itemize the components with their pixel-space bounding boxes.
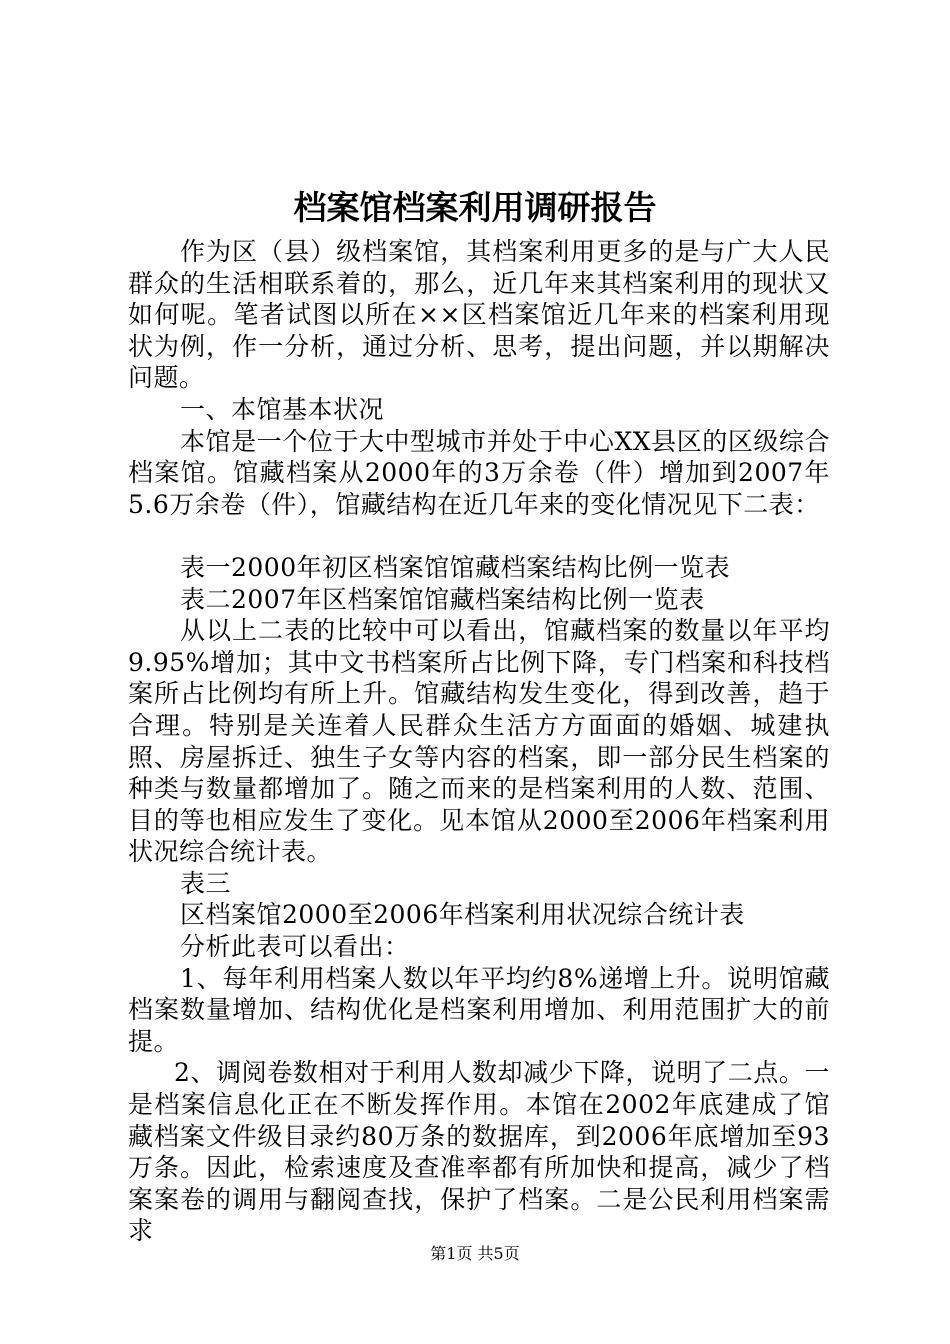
table-caption-3: 区档案馆2000至2006年档案利用状况综合统计表 — [180, 900, 745, 930]
table-label-3: 表三 — [180, 868, 232, 898]
table-caption-2: 表二2007年区档案馆馆藏档案结构比例一览表 — [180, 584, 705, 614]
paragraph-intro: 作为区（县）级档案馆，其档案利用更多的是与广大人民群众的生活相联系着的，那么，近几年来其档案利用的现状又如何呢。笔者试图以所在××区档案馆近几年来的档案利用现状为例，作一分析，通过分析、思考，提出问题，并以期解决问题。 — [128, 237, 830, 393]
section-heading-basic-status: 一、本馆基本状况 — [180, 394, 385, 424]
document-title: 档案馆档案利用调研报告 — [293, 188, 657, 227]
paragraph-analysis-intro: 分析此表可以看出： — [180, 932, 410, 962]
table-caption-1: 表一2000年初区档案馆馆藏档案结构比例一览表 — [180, 552, 731, 582]
paragraph-point-1: 1、每年利用档案人数以年平均约8%递增上升。说明馆藏档案数量增加、结构优化是档案利用增加、利用范围扩大的前提。 — [128, 963, 830, 1056]
document-body — [128, 236, 830, 1247]
blank-line — [128, 520, 830, 552]
paragraph-point-2: 2、调阅卷数相对于利用人数却减少下降，说明了二点。一是档案信息化正在不断发挥作用。本馆在2002年底建成了馆藏档案文件级目录约80万条的数据库，到2006年底增加至93万条。因此，检索速度及查准率都有所加快和提高，减少了档案案卷的调用与翻阅查找，保护了档案。二是公民利用档案需求 — [128, 1058, 830, 1246]
page-footer: 第1页 共5页 — [430, 1244, 520, 1263]
paragraph-comparison: 从以上二表的比较中可以看出，馆藏档案的数量以年平均9.95%增加；其中文书档案所占比例下降，专门档案和科技档案所占比例均有所上升。馆藏结构发生变化，得到改善，趋于合理。特别是关连着人民群众生活方方面面的婚姻、城建执照、房屋拆迁、独生子女等内容的档案，即一部分民生档案的种类与数量都增加了。随之而来的是档案利用的人数、范围、目的等也相应发生了变化。见本馆从2000至2006年档案利用状况综合统计表。 — [128, 616, 830, 867]
paragraph-basic-status: 本馆是一个位于大中型城市并处于中心XX县区的区级综合档案馆。馆藏档案从2000年的3万余卷（件）增加到2007年5.6万余卷（件），馆藏结构在近几年来的变化情况见下二表： — [128, 426, 830, 519]
